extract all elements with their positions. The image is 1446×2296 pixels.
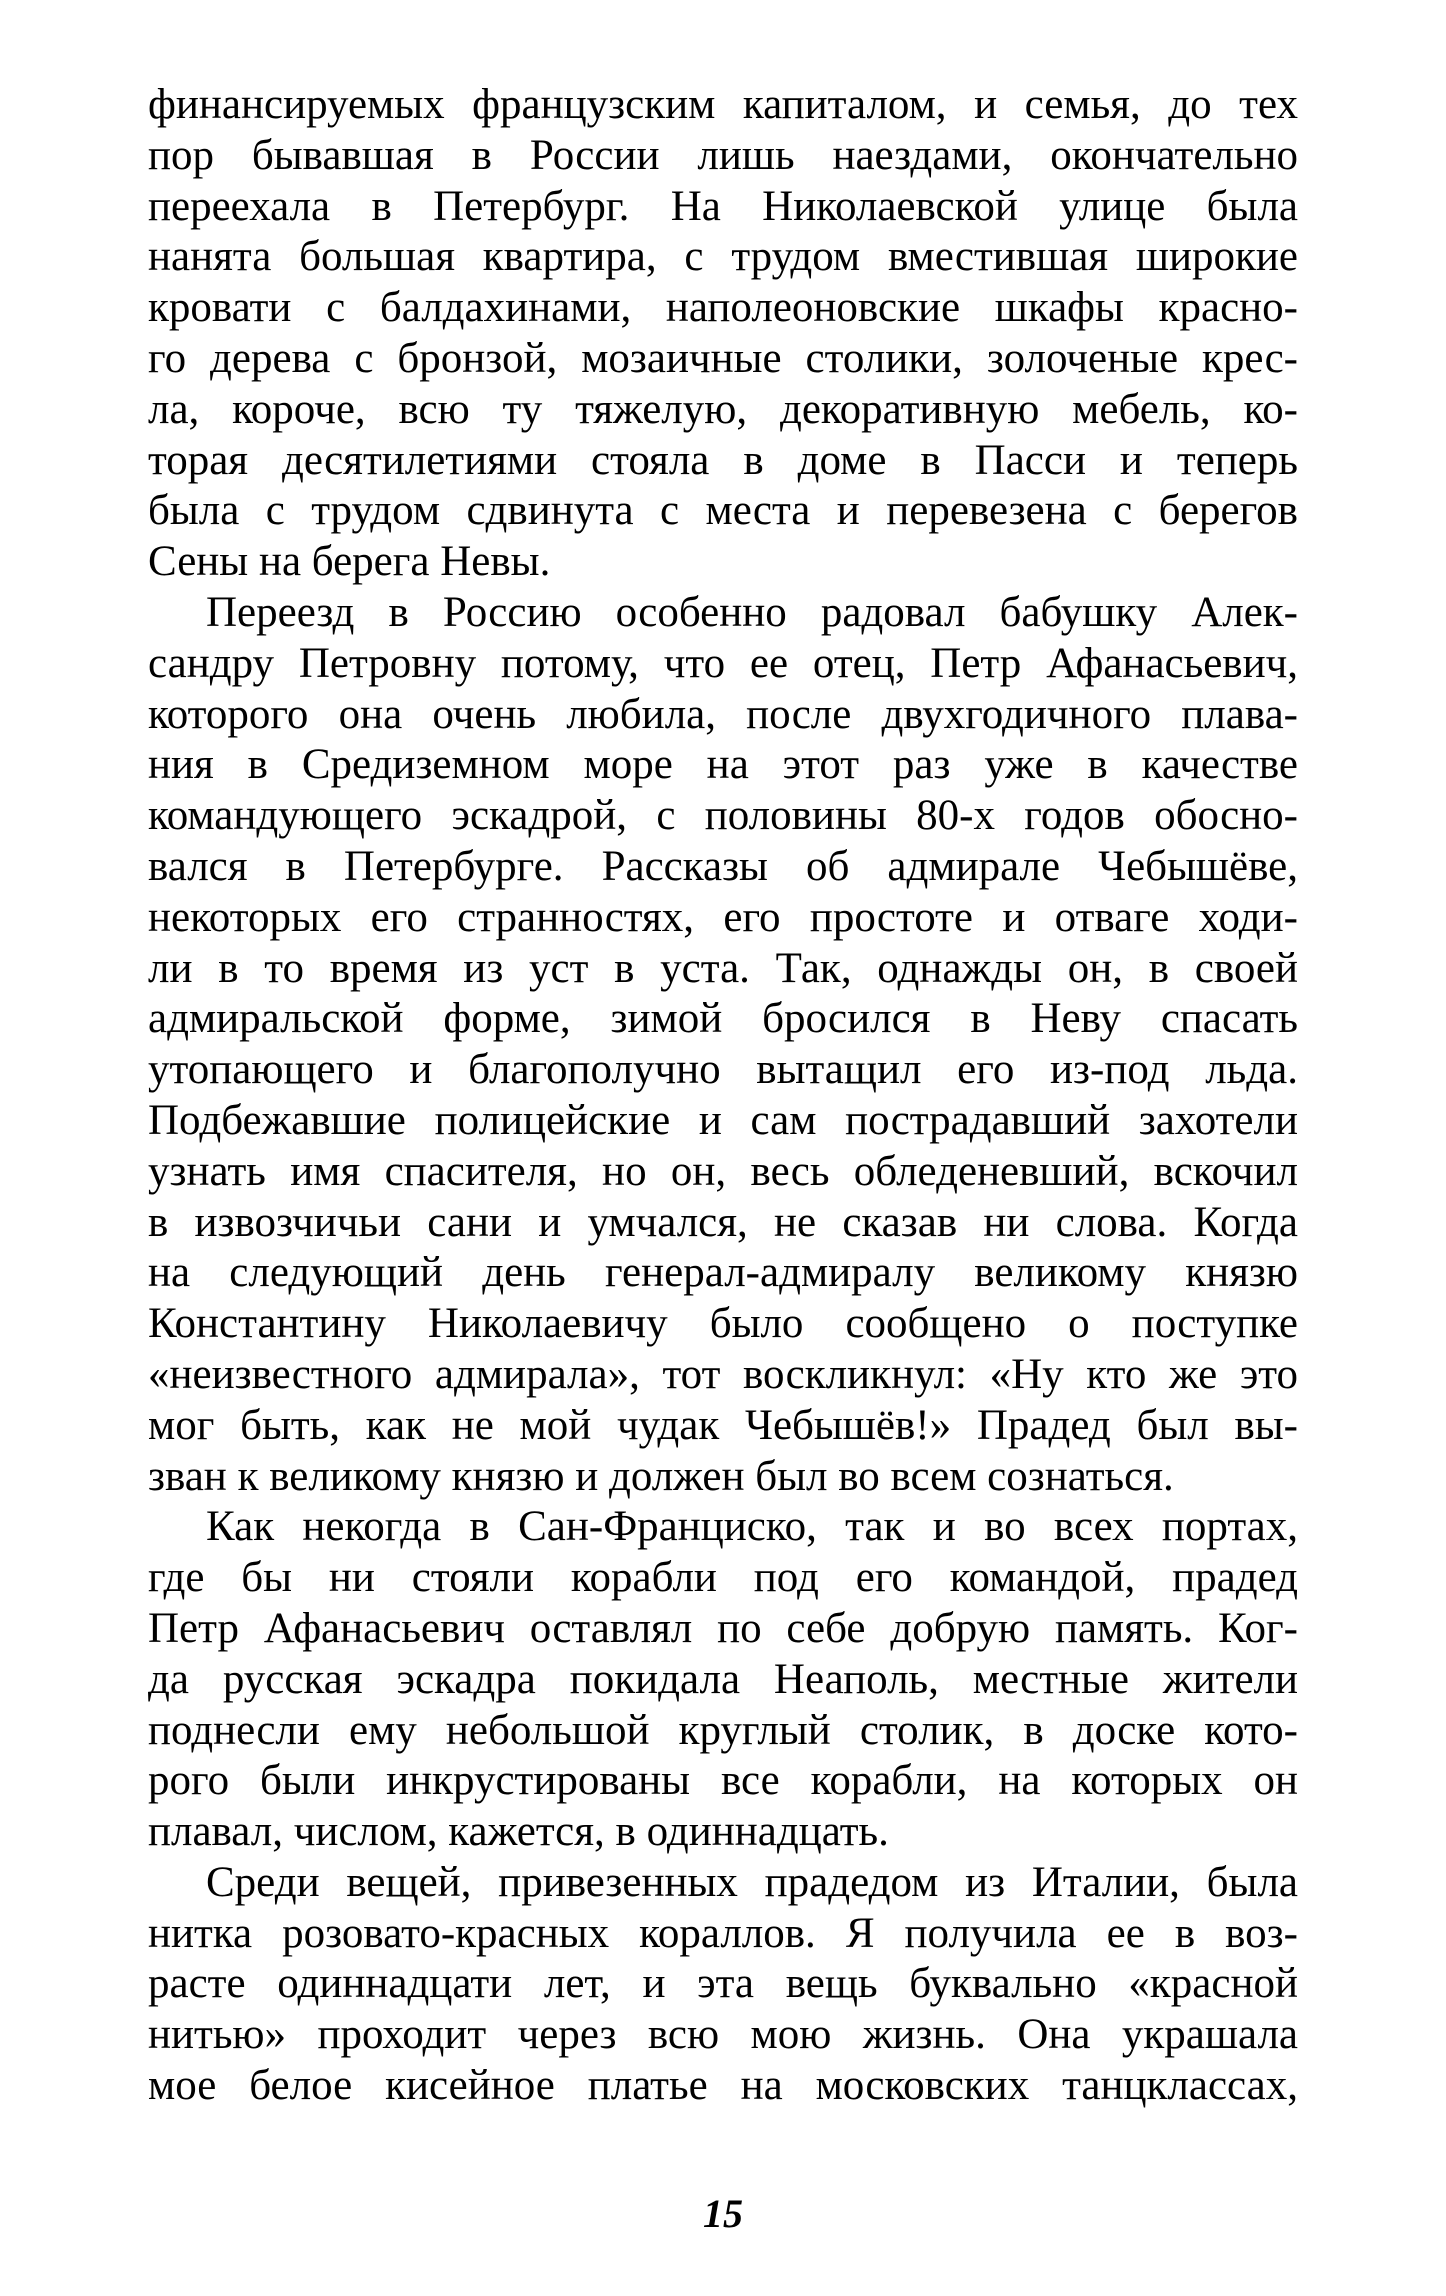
text-line: плавал, числом, кажется, в одиннадцать. [148, 1808, 889, 1856]
text-line: сандру Петровну потому, что ее отец, Петр Афанасьевич, [148, 639, 1298, 687]
text-line: в извозчичьи сани и умчался, не сказав ни слова. Когда [148, 1198, 1298, 1246]
text-line: командующего эскадрой, с половины 80-х годов обосно- [148, 792, 1298, 840]
text-line: Подбежавшие полицейские и сам пострадавший захотели [148, 1096, 1298, 1144]
text-line: где бы ни стояли корабли под его командой, прадед [148, 1554, 1298, 1602]
text-line: адмиральской форме, зимой бросился в Неву спасать [148, 995, 1298, 1043]
text-line: го дерева с бронзой, мозаичные столики, золоченые крес- [148, 334, 1298, 382]
text-line: узнать имя спасителя, но он, весь обледеневший, вскочил [148, 1147, 1298, 1195]
text-line: которого она очень любила, после двухгодичного плава- [148, 690, 1298, 738]
text-line: Как некогда в Сан-Франциско, так и во всех портах, [206, 1503, 1298, 1551]
text-line: на следующий день генерал-адмиралу великому князю [148, 1249, 1298, 1297]
text-line: вался в Петербурге. Рассказы об адмирале Чебышёве, [148, 842, 1298, 890]
body-text [148, 80, 1298, 2112]
text-line: Среди вещей, привезенных прадедом из Италии, была [206, 1858, 1298, 1906]
text-line: Петр Афанасьевич оставлял по себе добрую память. Ког- [148, 1604, 1298, 1652]
page-number: 15 [703, 2191, 743, 2236]
text-line: кровати с балдахинами, наполеоновские шкафы красно- [148, 284, 1298, 332]
text-line: утопающего и благополучно вытащил его из-под льда. [148, 1046, 1298, 1094]
text-line: пор бывавшая в России лишь наездами, окончательно [148, 131, 1298, 179]
text-line: рого были инкрустированы все корабли, на которых он [148, 1757, 1298, 1805]
text-line: расте одиннадцати лет, и эта вещь буквально «красной [148, 1960, 1298, 2008]
text-line: Переезд в Россию особенно радовал бабушку Алек- [206, 588, 1298, 636]
text-line: некоторых его странностях, его простоте и отваге ходи- [148, 893, 1298, 941]
text-line: мое белое кисейное платье на московских танцклассах, [148, 2062, 1298, 2110]
text-line: Сены на берега Невы. [148, 538, 551, 586]
text-line: нитью» проходит через всю мою жизнь. Она украшала [148, 2011, 1298, 2059]
text-line: финансируемых французским капиталом, и семья, до тех [148, 81, 1298, 128]
text-line: поднесли ему небольшой круглый столик, в доске кото- [148, 1706, 1298, 1754]
text-line: нанята большая квартира, с трудом вместившая широкие [148, 233, 1298, 281]
text-line: ла, короче, всю ту тяжелую, декоративную мебель, ко- [148, 385, 1298, 433]
text-line: ния в Средиземном море на этот раз уже в качестве [148, 741, 1298, 789]
text-line: зван к великому князю и должен был во всем сознаться. [148, 1452, 1174, 1500]
text-line: Константину Николаевичу было сообщено о поступке [148, 1300, 1298, 1348]
text-line: да русская эскадра покидала Неаполь, местные жители [148, 1655, 1298, 1703]
text-line: «неизвестного адмирала», тот воскликнул: «Ну кто же это [148, 1350, 1298, 1398]
text-line: ли в то время из уст в уста. Так, однажды он, в своей [148, 944, 1298, 992]
text-line: нитка розовато-красных кораллов. Я получила ее в воз- [148, 1909, 1298, 1957]
text-line: была с трудом сдвинута с места и перевезена с берегов [148, 487, 1298, 535]
text-line: мог быть, как не мой чудак Чебышёв!» Прадед был вы- [148, 1401, 1298, 1449]
text-line: переехала в Петербург. На Николаевской улице была [148, 182, 1298, 230]
text-line: торая десятилетиями стояла в доме в Пасси и теперь [148, 436, 1298, 484]
